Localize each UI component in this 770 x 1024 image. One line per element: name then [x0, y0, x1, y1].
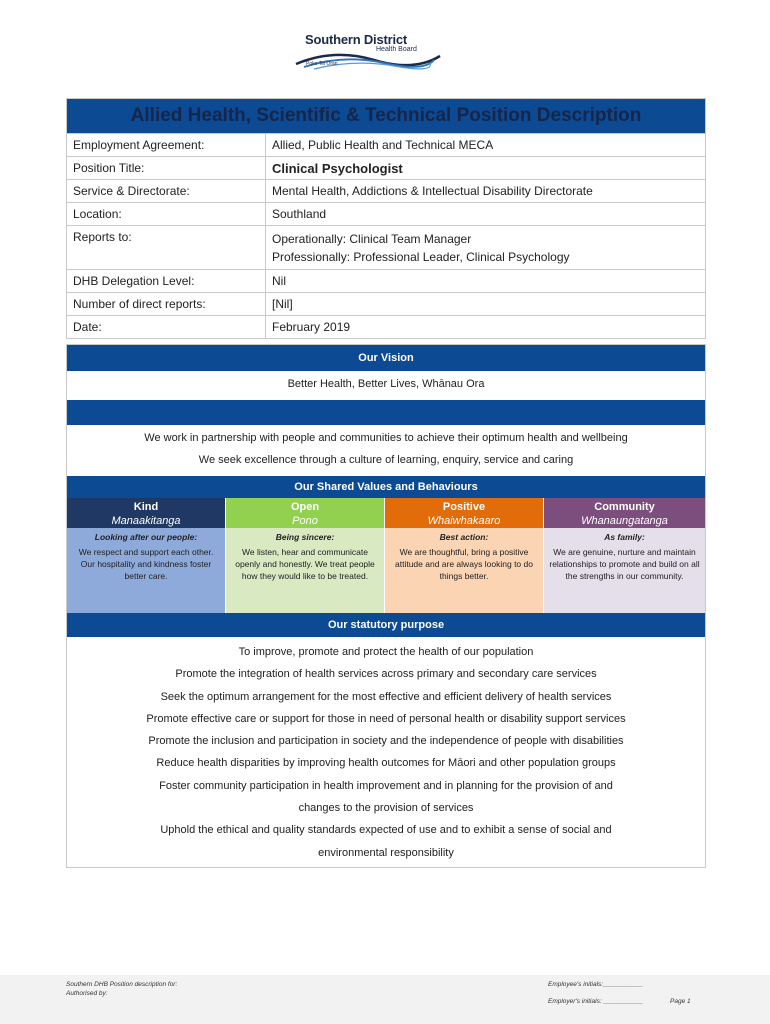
purpose-line-4: Promote effective care or support for those in need of personal health or disability support services	[146, 712, 626, 725]
service-value: Mental Health, Addictions & Intellectual Disability Directorate	[266, 180, 706, 203]
value-kind-action: Looking after our people:	[94, 532, 198, 542]
value-kind-desc: We respect and support each other. Our hospitality and kindness foster better care.	[78, 547, 214, 581]
reports-value	[266, 226, 706, 270]
purpose-line-5: Promote the inclusion and participation in society and the independence of people with disabilities	[148, 735, 624, 748]
date-value: February 2019	[266, 316, 706, 339]
value-open	[226, 498, 384, 613]
value-positive-header	[385, 498, 543, 528]
purpose-line-8: changes to the provision of services	[298, 802, 474, 815]
position-label: Position Title:	[67, 157, 266, 180]
value-positive-name: Positive	[442, 501, 486, 513]
value-open-desc: We listen, hear and communicate openly and honestly. We treat people how they would like to be treated.	[235, 547, 375, 581]
values-header: Our Shared Values and Behaviours	[67, 476, 705, 498]
value-community-body	[544, 528, 705, 613]
employment-label: Employment Agreement:	[67, 134, 266, 157]
vision-divider-bar	[67, 400, 705, 425]
footer-employee-initials: Employee's initials:___________	[548, 981, 643, 988]
purpose-line-7: Foster community participation in health improvement and in planning for the provision of and	[159, 779, 613, 792]
value-open-action: Being sincere:	[275, 532, 335, 542]
purpose-header: Our statutory purpose	[67, 613, 705, 637]
delegation-label: DHB Delegation Level:	[67, 270, 266, 293]
value-kind-body	[67, 528, 225, 613]
vision-text: Better Health, Better Lives, Whānau Ora	[287, 378, 485, 390]
footer-position-for: Southern DHB Position description for:	[66, 981, 178, 988]
vision-header: Our Vision	[67, 345, 705, 371]
footer-authorised-by: Authorised by:	[66, 990, 108, 997]
value-community	[544, 498, 705, 613]
purpose-line-6: Reduce health disparities by improving health outcomes for Māori and other population groups	[156, 757, 616, 770]
mission-line-1: We work in partnership with people and communities to achieve their optimum health and wellbeing	[144, 432, 628, 444]
logo-sub: Health Board	[376, 46, 417, 53]
value-open-maori: Pono	[292, 515, 318, 527]
vision-section	[66, 344, 706, 868]
direct-reports-value: [Nil]	[266, 293, 706, 316]
value-community-maori: Whanaungatanga	[581, 515, 668, 527]
value-open-header	[226, 498, 384, 528]
position-value: Clinical Psychologist	[266, 157, 706, 180]
employment-value: Allied, Public Health and Technical MECA	[266, 134, 706, 157]
reports-operational: Operationally: Clinical Team Manager	[272, 232, 472, 246]
date-label: Date:	[67, 316, 266, 339]
value-kind-header	[67, 498, 225, 528]
value-positive	[385, 498, 543, 613]
purpose-line-1: To improve, promote and protect the health of our population	[238, 646, 534, 658]
value-positive-desc: We are thoughtful, bring a positive attitude and are always looking to do things better.	[395, 547, 533, 581]
purpose-line-9: Uphold the ethical and quality standards expected of use and to exhibit a sense of social and	[160, 824, 612, 837]
wave-icon	[294, 48, 444, 72]
value-kind	[67, 498, 225, 613]
reports-label: Reports to:	[67, 226, 266, 270]
value-kind-name: Kind	[133, 501, 159, 513]
sdhb-logo	[292, 30, 442, 75]
direct-reports-label: Number of direct reports:	[67, 293, 266, 316]
page-footer	[0, 975, 770, 1024]
value-community-action: As family:	[604, 532, 645, 542]
position-details-table	[66, 98, 706, 339]
logo-maori: Poko Tei Oran	[306, 61, 338, 67]
value-kind-maori: Manaakitanga	[111, 515, 181, 527]
service-label: Service & Directorate:	[67, 180, 266, 203]
purpose-line-3: Seek the optimum arrangement for the most effective and efficient delivery of health services	[160, 690, 612, 703]
location-value: Southland	[266, 203, 706, 226]
mission-line-2: We seek excellence through a culture of learning, enquiry, service and caring	[198, 454, 574, 466]
value-community-header	[544, 498, 705, 528]
document-title: Allied Health, Scientific & Technical Position Description	[67, 99, 706, 134]
delegation-value: Nil	[266, 270, 706, 293]
value-community-desc: We are genuine, nurture and maintain relationships to promote and build on all the strengths in our community.	[549, 547, 700, 581]
footer-employer-initials: Employer's initials: ___________	[548, 998, 644, 1005]
reports-professional: Professionally: Professional Leader, Clinical Psychology	[272, 250, 570, 264]
logo-name: Southern District	[305, 32, 408, 47]
purpose-line-10: environmental responsibility	[318, 846, 454, 859]
value-positive-body	[385, 528, 543, 613]
purpose-line-2: Promote the integration of health services across primary and secondary care services	[175, 668, 597, 681]
purpose-list	[67, 641, 705, 864]
location-label: Location:	[67, 203, 266, 226]
value-community-name: Community	[594, 501, 655, 513]
value-open-body	[226, 528, 384, 613]
value-positive-maori: Whaiwhakaaro	[427, 515, 501, 527]
value-open-name: Open	[290, 501, 320, 513]
value-positive-action: Best action:	[439, 532, 489, 542]
footer-page-number: Page 1	[670, 998, 691, 1005]
